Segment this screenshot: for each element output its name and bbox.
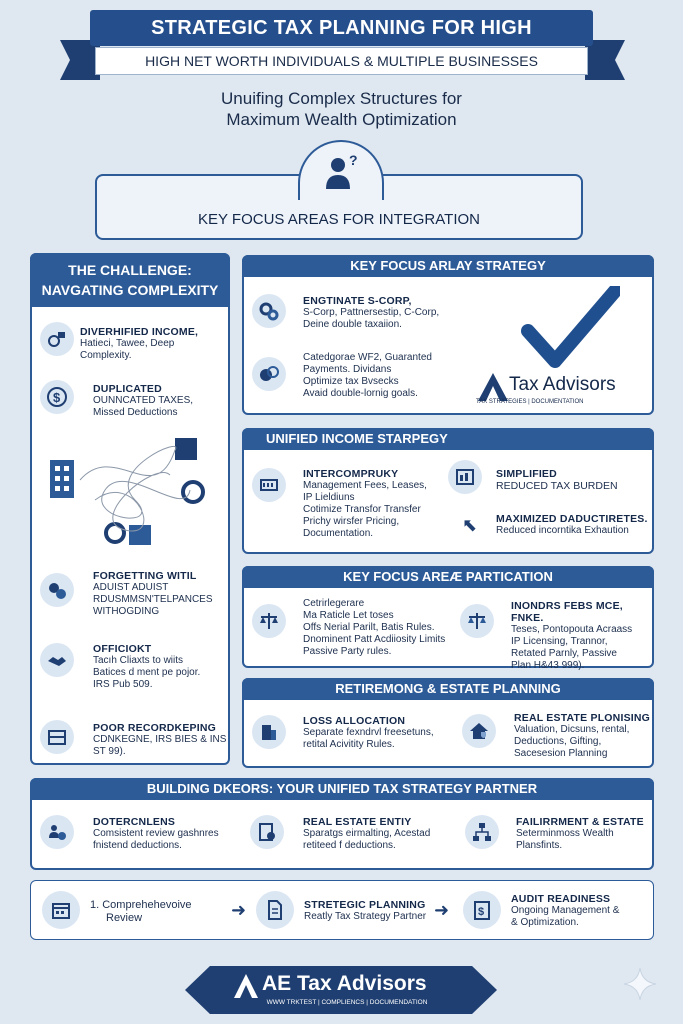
strategy-item-2-line: Optimize tax Bvsecks — [303, 376, 399, 387]
strategy-item-2-line: Catedgorae WF2, Guaranted — [303, 352, 432, 363]
partication-line: Cetrirlegerare — [303, 598, 365, 609]
income-line: Prichy wirsfer Pricing, — [303, 516, 400, 527]
partner-item-3-title: FAILIRRMENT & ESTATE — [516, 816, 644, 828]
process-step-2 — [304, 899, 444, 923]
partner-item-2 — [303, 816, 453, 852]
strategy-item-1-line: Deine double taxaiion. — [303, 319, 402, 330]
income-intercompany-title: INTERCOMPRUKY — [303, 468, 399, 480]
partner-line: fnistend deductions. — [93, 840, 182, 851]
retirement-line: Valuation, Dicsuns, rental, — [514, 724, 630, 735]
records-cabinet-icon — [40, 720, 74, 754]
process-step-1-title: 1. Comprehehevoive — [90, 899, 192, 911]
partication-line: Teses, Pontopouta Acraass — [511, 624, 633, 635]
footer-brand: AE Tax Advisors — [262, 972, 427, 995]
retirement-header: RETIREMONG & ESTATE PLANNING — [242, 678, 654, 700]
handshake-icon — [40, 643, 74, 677]
office-building-icon — [252, 715, 286, 749]
income-line: Reduced incorntika Exhaution — [496, 525, 629, 536]
partication-line: Dnominent Patt Acdiiosity Limits — [303, 634, 446, 645]
process-step-2-line: Reatly Tax Strategy Partner — [304, 911, 427, 922]
challenge-item-2 — [93, 383, 228, 419]
challenge-item-3-title: FORGETTING WITIL — [93, 570, 197, 582]
header-subtitle-bar — [95, 47, 588, 75]
dollar-swap-icon — [252, 357, 286, 391]
challenge-item-2-title: DUPLICATED — [93, 383, 162, 395]
challenge-item-3 — [93, 570, 228, 618]
svg-text:$: $ — [53, 390, 61, 405]
footer-logo-mark — [232, 972, 260, 1000]
income-line: REDUCED TAX BURDEN — [496, 480, 618, 492]
process-step-3 — [511, 893, 651, 929]
dollar-coin-icon — [40, 380, 74, 414]
partication-line: Plan H&43 999). — [511, 660, 585, 671]
challenge-item-5-line: CDNKEGNE, IRS BIES & INS — [93, 734, 227, 745]
focus-label: KEY FOCUS AREAS FOR INTEGRATION — [198, 211, 480, 228]
retirement-line: retital Acivitity Rules. — [303, 739, 395, 750]
income-simplified-title: SIMPLIFIED — [496, 468, 557, 480]
income-maximized — [496, 513, 651, 537]
org-chart-icon — [465, 815, 499, 849]
partner-line: Sparatgs eirmalting, Acestad — [303, 828, 431, 839]
partner-line: Seterminmoss Wealth — [516, 828, 614, 839]
retirement-line: Sacesesion Planning — [514, 748, 608, 759]
challenge-item-2-line: Missed Deductions — [93, 407, 178, 418]
calendar-icon — [42, 891, 80, 929]
svg-text:?: ? — [349, 152, 358, 168]
document-icon — [256, 891, 294, 929]
process-step-3-title: AUDIT READINESS — [511, 893, 611, 905]
process-step-3-line: & Optimization. — [511, 917, 579, 928]
process-step-3-line: Ongoing Management & — [511, 905, 620, 916]
challenge-item-3-line: WITHOGDING — [93, 606, 160, 617]
challenge-item-5-title: POOR RECORDKEPING — [93, 722, 216, 734]
challenge-item-5-line: ST 99). — [93, 746, 126, 757]
income-line: Documentation. — [303, 528, 374, 539]
strategy-item-2 — [303, 352, 483, 400]
strategy-header: KEY FOCUS ARLAY STRATEGY — [242, 255, 654, 277]
tagline-line2: Maximum Wealth Optimization — [226, 110, 457, 129]
scale-down-icon — [460, 604, 494, 638]
coins-flow-icon — [40, 322, 74, 356]
svg-text:$: $ — [478, 906, 485, 918]
header-title-bar — [90, 10, 593, 46]
challenge-item-1-title: DIVERHIFIED INCOME, — [80, 326, 199, 338]
partication-line: IP Licensing, Trannor, — [511, 636, 608, 647]
income-maximized-title: MAXIMIZED DADUCTIRETES. — [496, 513, 648, 525]
page-subtitle: HIGH NET WORTH INDIVIDUALS & MULTIPLE BUSINESSES — [145, 53, 538, 69]
arrow-right-icon: ➜ — [434, 900, 450, 920]
dashboard-icon — [448, 460, 482, 494]
tangled-complexity-illustration — [45, 430, 220, 555]
challenge-item-4-line: Batices d ment pe pojor. — [93, 667, 201, 678]
partner-item-2-title: REAL ESTATE ENTIY — [303, 816, 412, 828]
partication-line: Ma Raticle Let toses — [303, 610, 394, 621]
retirement-right-title: REAL ESTATE PLONISING — [514, 712, 651, 724]
partner-item-1-title: DOTERCNLENS — [93, 816, 176, 828]
partication-line: Passive Party rules. — [303, 646, 392, 657]
partner-header: BUILDING DKEORS: YOUR UNIFIED TAX STRATEGY PARTNER — [30, 778, 654, 800]
income-intercompany — [303, 468, 448, 540]
challenge-item-4-line: IRS Pub 509. — [93, 679, 153, 690]
strategy-item-2-line: Payments. Dividans — [303, 364, 392, 375]
income-line: Cotimize Transfor Transfer — [303, 504, 421, 515]
retirement-right — [514, 712, 652, 760]
thinking-person-icon — [298, 140, 384, 200]
page-title: STRATEGIC TAX PLANNING FOR HIGH — [151, 16, 532, 39]
arrow-right-icon: ➜ — [231, 900, 247, 920]
process-step-1 — [90, 899, 220, 925]
challenge-item-5 — [93, 722, 228, 758]
partication-right-title: INONDRS FEBS MCE, FNKE. — [511, 600, 623, 624]
challenge-header — [30, 253, 230, 307]
partner-line: retiteed f deductions. — [303, 840, 396, 851]
challenge-title-2: NAVGATING COMPLEXITY — [41, 282, 219, 298]
process-step-2-title: STRETEGIC PLANNING — [304, 899, 426, 911]
partner-line: Comsistent review gashnres — [93, 828, 219, 839]
process-step-1-line: Review — [106, 912, 143, 924]
income-line: IP Lieldiuns — [303, 492, 355, 503]
strategy-item-2-line: Avaid double-lornig goals. — [303, 388, 418, 399]
retirement-line: Separate fexndrvl freesetuns, — [303, 727, 434, 738]
retirement-left-title: LOSS ALLOCATION — [303, 715, 406, 727]
strategy-item-1 — [303, 295, 483, 331]
strategy-item-1-title: ENGTINATE S-CORP, — [303, 295, 412, 307]
partner-line: Plansfints. — [516, 840, 563, 851]
gears-icon — [252, 294, 286, 328]
retirement-line: Deductions, Gifting, — [514, 736, 602, 747]
document-gear-icon — [250, 815, 284, 849]
challenge-item-4-line: Tacıh Cliaxts to wiits — [93, 655, 184, 666]
checkmark-icon — [520, 286, 620, 371]
challenge-item-3-line: RDUSMMSN'TELPANCES — [93, 594, 213, 605]
challenge-item-1 — [80, 326, 225, 362]
partication-header: KEY FOCUS AREÆ PARTICATION — [242, 566, 654, 588]
challenge-item-4 — [93, 643, 228, 691]
challenge-item-2-line: OUNNCATED TAXES, — [93, 395, 194, 406]
income-line: Management Fees, Leases, — [303, 480, 427, 491]
partication-line: Offs Nerial Parilt, Batis Rules. — [303, 622, 435, 633]
partication-right — [511, 600, 651, 672]
footer-tagline: WWW TRKTEST | COMPLIENCS | DOCUMENDATION — [266, 999, 428, 1006]
challenge-item-1-line: Complexity. — [80, 350, 132, 361]
challenge-title-1: THE CHALLENGE: — [68, 262, 192, 278]
tagline — [0, 88, 683, 130]
people-coin-icon — [40, 815, 74, 849]
audit-document-icon — [463, 891, 501, 929]
tagline-line1: Unuifing Complex Structures for — [221, 89, 462, 108]
challenge-item-1-line: Hatieci, Tawee, Deep — [80, 338, 175, 349]
brand-name: Tax Advisors — [509, 374, 616, 395]
income-header: UNIFIED INCOME STARPEGY — [242, 428, 654, 450]
server-network-icon — [252, 468, 286, 502]
challenge-item-4-title: OFFICIOKT — [93, 643, 152, 655]
coins-swap-icon — [40, 573, 74, 607]
challenge-item-3-line: ADUIST ADUIST — [93, 582, 169, 593]
partication-left — [303, 598, 463, 658]
house-shield-icon — [462, 714, 496, 748]
partication-line: Retated Parnly, Passive — [511, 648, 617, 659]
balance-scale-icon — [252, 604, 286, 638]
partner-item-3 — [516, 816, 651, 852]
sparkle-icon — [622, 966, 658, 1002]
partner-item-1 — [93, 816, 243, 852]
strategy-item-1-line: S-Corp, Pattnersestip, C-Corp, — [303, 307, 440, 318]
header-ribbon-right — [585, 40, 625, 80]
brand-tagline: TAX STRATEGIES | DOCUMENTATION — [476, 399, 584, 405]
diagonal-arrow-icon: ⬉ — [462, 515, 478, 535]
income-simplified — [496, 468, 646, 492]
retirement-left — [303, 715, 458, 751]
header-ribbon-left — [60, 40, 100, 80]
